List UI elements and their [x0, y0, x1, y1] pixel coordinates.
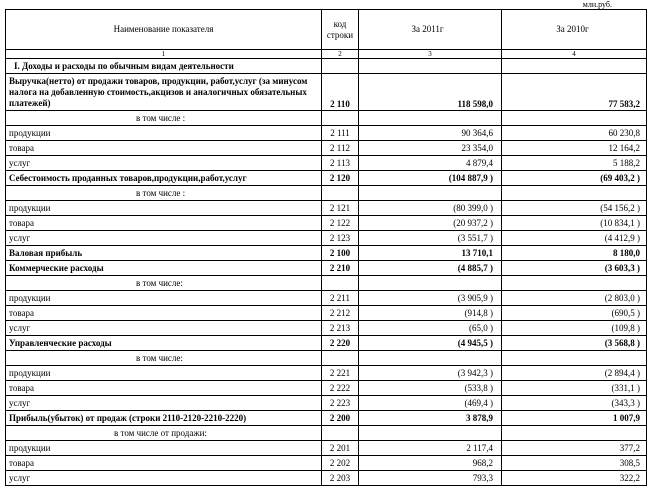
- value-2010: 5 188,2: [502, 156, 647, 171]
- value-2010: [502, 186, 647, 201]
- line-code: [322, 351, 359, 366]
- value-2010: (54 156,2 ): [502, 201, 647, 216]
- indicator-name: услуг: [6, 231, 322, 246]
- line-code: 2 110: [322, 74, 359, 111]
- line-code: 2 123: [322, 231, 359, 246]
- value-2011: 118 598,0: [359, 74, 502, 111]
- indicator-name: продукции: [6, 126, 322, 141]
- header-line-code: [322, 10, 359, 50]
- indicator-name: в том числе:: [6, 276, 322, 291]
- section-title-row: [6, 59, 647, 74]
- indicator-name: товара: [6, 306, 322, 321]
- header-year-2011: За 2011г: [359, 10, 502, 50]
- column-number: 4: [502, 50, 647, 59]
- value-2011: (80 399,0 ): [359, 201, 502, 216]
- column-number-row: [6, 50, 647, 59]
- line-code: 2 223: [322, 396, 359, 411]
- empty-cell: [502, 59, 647, 74]
- line-code: 2 202: [322, 456, 359, 471]
- line-code: 2 111: [322, 126, 359, 141]
- table-row: [6, 336, 647, 351]
- value-2011: (3 905,9 ): [359, 291, 502, 306]
- value-2011: (4 945,5 ): [359, 336, 502, 351]
- table-row: [6, 141, 647, 156]
- table-row: [6, 471, 647, 486]
- line-code: [322, 111, 359, 126]
- header-indicator-name: Наименование показателя: [6, 10, 322, 50]
- table-row: [6, 306, 647, 321]
- indicator-name: товара: [6, 141, 322, 156]
- empty-cell: [359, 59, 502, 74]
- value-2010: 12 164,2: [502, 141, 647, 156]
- indicator-name: услуг: [6, 471, 322, 486]
- indicator-name: услуг: [6, 396, 322, 411]
- table-row: [6, 171, 647, 186]
- value-2010: (331,1 ): [502, 381, 647, 396]
- value-2010: (343,3 ): [502, 396, 647, 411]
- line-code: 2 120: [322, 171, 359, 186]
- line-code: 2 203: [322, 471, 359, 486]
- header-year-2010: За 2010г: [502, 10, 647, 50]
- value-2010: (10 834,1 ): [502, 216, 647, 231]
- line-code: 2 220: [322, 336, 359, 351]
- indicator-name: в том числе :: [6, 111, 322, 126]
- line-code: 2 213: [322, 321, 359, 336]
- table-row: [6, 381, 647, 396]
- line-code: 2 201: [322, 441, 359, 456]
- indicator-name: продукции: [6, 366, 322, 381]
- table-row: [6, 231, 647, 246]
- line-code: [322, 186, 359, 201]
- value-2010: (3 568,8 ): [502, 336, 647, 351]
- line-code: 2 121: [322, 201, 359, 216]
- indicator-name: товара: [6, 216, 322, 231]
- empty-cell: [322, 59, 359, 74]
- value-2011: 13 710,1: [359, 246, 502, 261]
- indicator-name: Себестоимость проданных товаров,продукции,работ,услуг: [6, 171, 322, 186]
- column-number: 2: [322, 50, 359, 59]
- line-code: 2 221: [322, 366, 359, 381]
- value-2011: (533,8 ): [359, 381, 502, 396]
- line-code: 2 100: [322, 246, 359, 261]
- line-code: 2 112: [322, 141, 359, 156]
- indicator-name: Выручка(нетто) от продажи товаров, продукции, работ,услуг (за минусом налога на добавленную стоимость,акцизов и аналогичных обязательных платежей): [6, 74, 322, 111]
- section-title: I. Доходы и расходы по обычным видам деятельности: [6, 59, 322, 74]
- value-2011: 3 878,9: [359, 411, 502, 426]
- value-2011: 23 354,0: [359, 141, 502, 156]
- table-row: [6, 441, 647, 456]
- line-code: 2 122: [322, 216, 359, 231]
- indicator-name: Управленческие расходы: [6, 336, 322, 351]
- table-body: [6, 59, 647, 486]
- value-2010: 8 180,0: [502, 246, 647, 261]
- line-code: 2 211: [322, 291, 359, 306]
- table-row: [6, 156, 647, 171]
- value-2010: 377,2: [502, 441, 647, 456]
- value-2011: [359, 426, 502, 441]
- indicator-name: услуг: [6, 321, 322, 336]
- indicator-name: Коммерческие расходы: [6, 261, 322, 276]
- indicator-name: товара: [6, 381, 322, 396]
- value-2011: (914,8 ): [359, 306, 502, 321]
- table-row: [6, 186, 647, 201]
- indicator-name: Валовая прибыль: [6, 246, 322, 261]
- financial-results-table: [5, 9, 647, 486]
- indicator-name: продукции: [6, 291, 322, 306]
- table-row: [6, 276, 647, 291]
- table-row: [6, 201, 647, 216]
- value-2010: (69 403,2 ): [502, 171, 647, 186]
- value-2010: [502, 111, 647, 126]
- value-2010: (4 412,9 ): [502, 231, 647, 246]
- line-code: 2 210: [322, 261, 359, 276]
- table-row: [6, 456, 647, 471]
- value-2010: (3 603,3 ): [502, 261, 647, 276]
- indicator-name: Прибыль(убыток) от продаж (строки 2110-2120-2210-2220): [6, 411, 322, 426]
- table-row: [6, 426, 647, 441]
- column-number: 3: [359, 50, 502, 59]
- line-code: 2 200: [322, 411, 359, 426]
- value-2010: (690,5 ): [502, 306, 647, 321]
- line-code: [322, 426, 359, 441]
- header-line-code-text: код строки: [326, 18, 354, 40]
- table-row: [6, 396, 647, 411]
- table-row: [6, 411, 647, 426]
- table-row: [6, 246, 647, 261]
- table-row: [6, 74, 647, 111]
- indicator-name: в том числе :: [6, 186, 322, 201]
- value-2011: 2 117,4: [359, 441, 502, 456]
- value-2011: (20 937,2 ): [359, 216, 502, 231]
- table-row: [6, 366, 647, 381]
- indicator-name: продукции: [6, 441, 322, 456]
- value-2010: (2 894,4 ): [502, 366, 647, 381]
- table-row: [6, 111, 647, 126]
- table-row: [6, 261, 647, 276]
- value-2010: 60 230,8: [502, 126, 647, 141]
- value-2011: (104 887,9 ): [359, 171, 502, 186]
- value-2011: [359, 111, 502, 126]
- indicator-name: продукции: [6, 201, 322, 216]
- line-code: 2 212: [322, 306, 359, 321]
- value-2011: [359, 186, 502, 201]
- line-code: [322, 276, 359, 291]
- line-code: 2 222: [322, 381, 359, 396]
- value-2010: 1 007,9: [502, 411, 647, 426]
- table-row: [6, 126, 647, 141]
- value-2011: 968,2: [359, 456, 502, 471]
- value-2011: [359, 276, 502, 291]
- value-2011: 793,3: [359, 471, 502, 486]
- unit-note: млн.руб.: [582, 0, 612, 9]
- value-2010: 322,2: [502, 471, 647, 486]
- table-row: [6, 216, 647, 231]
- indicator-name: товара: [6, 456, 322, 471]
- value-2011: 4 879,4: [359, 156, 502, 171]
- table-header-row: [6, 10, 647, 50]
- value-2010: [502, 351, 647, 366]
- value-2011: (469,4 ): [359, 396, 502, 411]
- value-2010: (109,8 ): [502, 321, 647, 336]
- indicator-name: в том числе от продажи:: [6, 426, 322, 441]
- value-2011: 90 364,6: [359, 126, 502, 141]
- indicator-name: в том числе:: [6, 351, 322, 366]
- table-row: [6, 291, 647, 306]
- table-row: [6, 321, 647, 336]
- value-2010: (2 803,0 ): [502, 291, 647, 306]
- value-2010: [502, 276, 647, 291]
- value-2010: 77 583,2: [502, 74, 647, 111]
- value-2011: [359, 351, 502, 366]
- value-2011: (3 942,3 ): [359, 366, 502, 381]
- value-2010: 308,5: [502, 456, 647, 471]
- indicator-name: услуг: [6, 156, 322, 171]
- value-2011: (3 551,7 ): [359, 231, 502, 246]
- value-2011: (65,0 ): [359, 321, 502, 336]
- line-code: 2 113: [322, 156, 359, 171]
- column-number: 1: [6, 50, 322, 59]
- value-2010: [502, 426, 647, 441]
- value-2011: (4 885,7 ): [359, 261, 502, 276]
- table-row: [6, 351, 647, 366]
